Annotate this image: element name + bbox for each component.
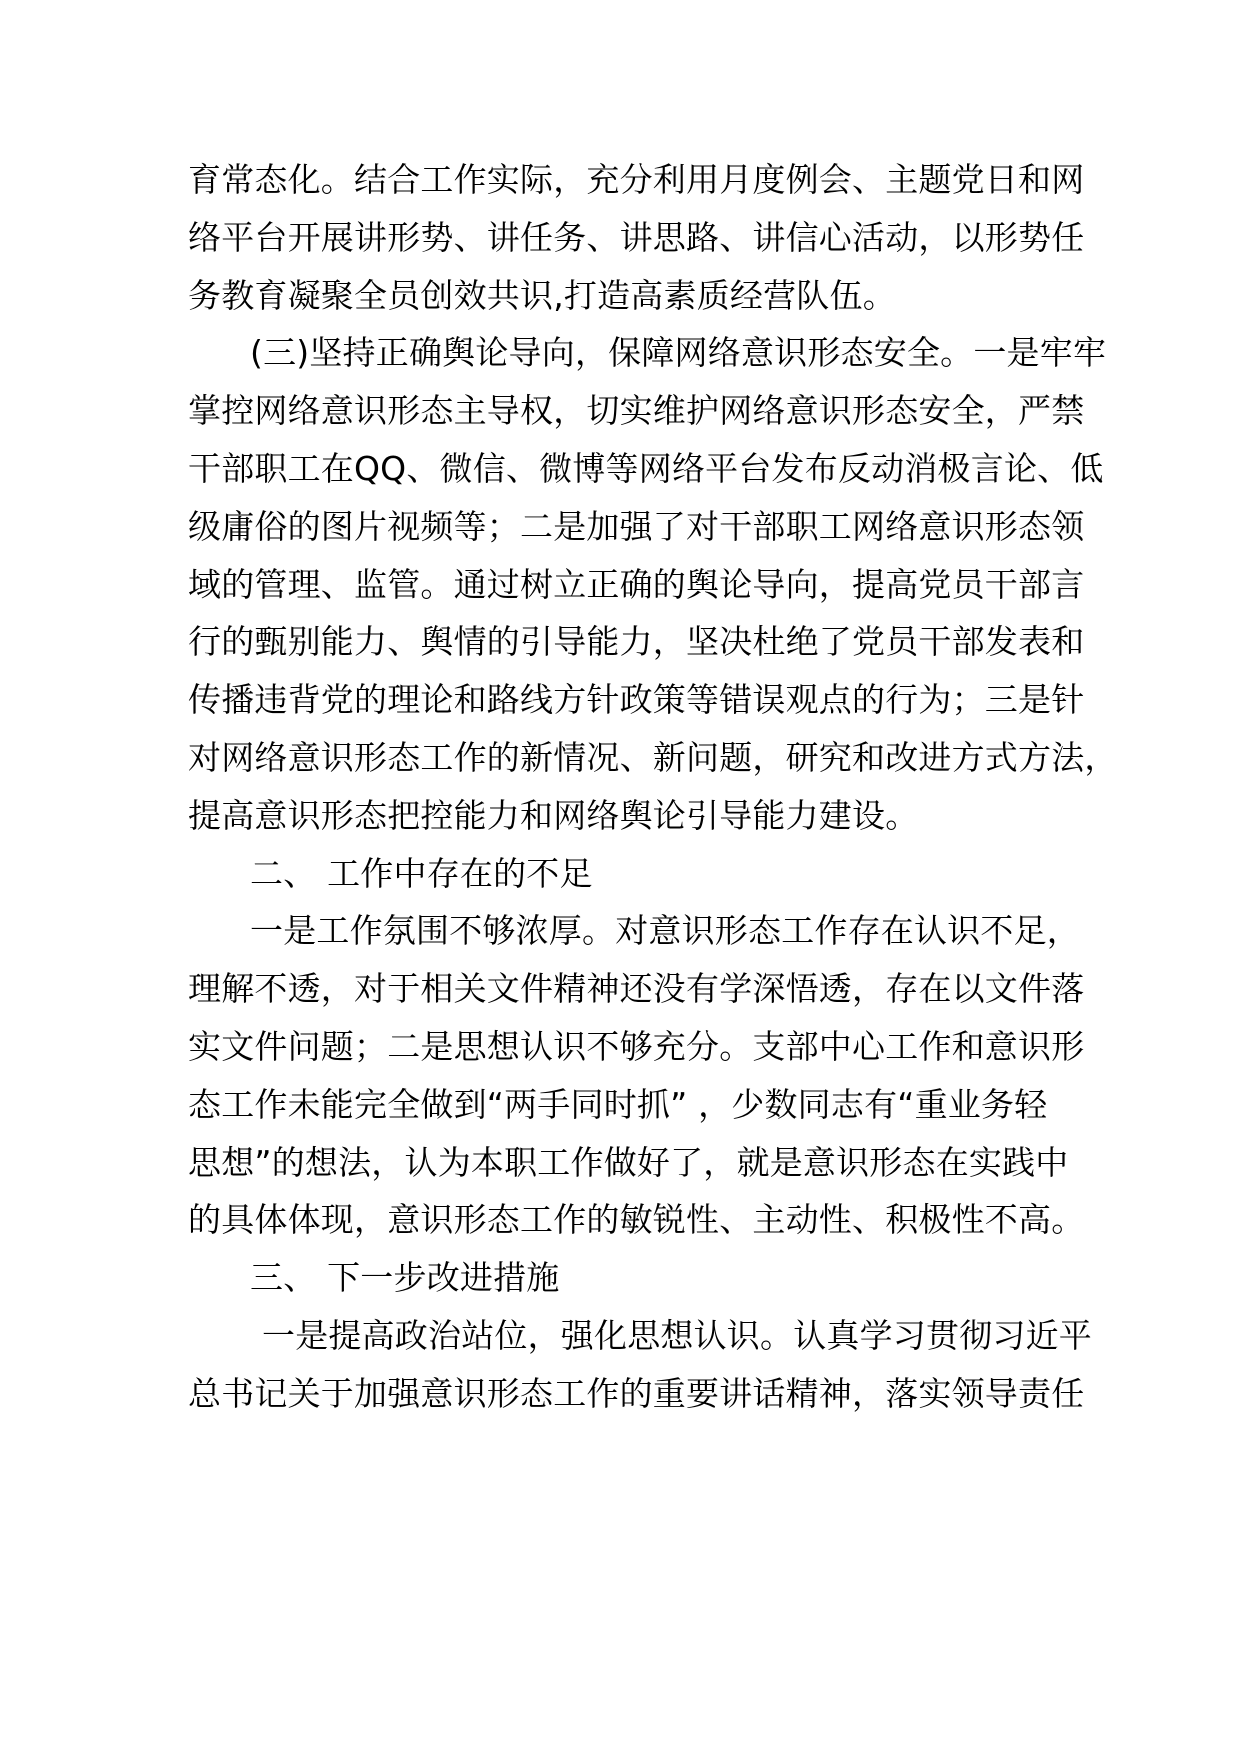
text-line: 总书记关于加强意识形态工作的重要讲话精神，落实领导责任: [188, 1374, 1085, 1413]
text-line: 态工作未能完全做到“两手同时抓” ，少数同志有“重业务轻: [188, 1085, 1048, 1124]
text-line: 络平台开展讲形势、讲任务、讲思路、讲信心活动，以形势任: [188, 218, 1085, 257]
section-heading: 二、 工作中存在的不足: [250, 854, 593, 893]
text-line: 行的甄别能力、舆情的引导能力，坚决杜绝了党员干部发表和: [188, 622, 1085, 661]
text-line: 一是提高政治站位，强化思想认识。认真学习贯彻习近平: [262, 1316, 1092, 1355]
text-line: 级庸俗的图片视频等；二是加强了对干部职工网络意识形态领: [188, 507, 1085, 546]
text-line: 掌控网络意识形态主导权，切实维护网络意识形态安全，严禁: [188, 391, 1085, 430]
text-line: 提高意识形态把控能力和网络舆论引导能力建设。: [188, 796, 919, 835]
text-line: 的具体体现，意识形态工作的敏锐性、主动性、积极性不高。: [188, 1200, 1085, 1239]
text-line: 思想”的想法，认为本职工作做好了，就是意识形态在实践中: [188, 1143, 1069, 1182]
section-heading: 三、 下一步改进措施: [250, 1258, 560, 1297]
text-line: 理解不透，对于相关文件精神还没有学深悟透，存在以文件落: [188, 969, 1085, 1008]
text-line: 对网络意识形态工作的新情况、新问题，研究和改进方式方法，: [188, 738, 1118, 777]
text-line: 一是工作氛围不够浓厚。对意识形态工作存在认识不足，: [250, 911, 1080, 950]
text-line: 育常态化。结合工作实际，充分利用月度例会、主题党日和网: [188, 160, 1085, 199]
text-line: 实文件问题；二是思想认识不够充分。支部中心工作和意识形: [188, 1027, 1085, 1066]
section-heading: (三)坚持正确舆论导向，保障网络意识形态安全。一是牢牢: [250, 333, 1107, 372]
text-line: 域的管理、监管。通过树立正确的舆论导向，提高党员干部言: [188, 565, 1085, 604]
text-line: 务教育凝聚全员创效共识,打造高素质经营队伍。: [188, 276, 896, 315]
text-line: 传播违背党的理论和路线方针政策等错误观点的行为；三是针: [188, 680, 1085, 719]
text-line: 干部职工在QQ、微信、微博等网络平台发布反动消极言论、低: [188, 449, 1104, 488]
